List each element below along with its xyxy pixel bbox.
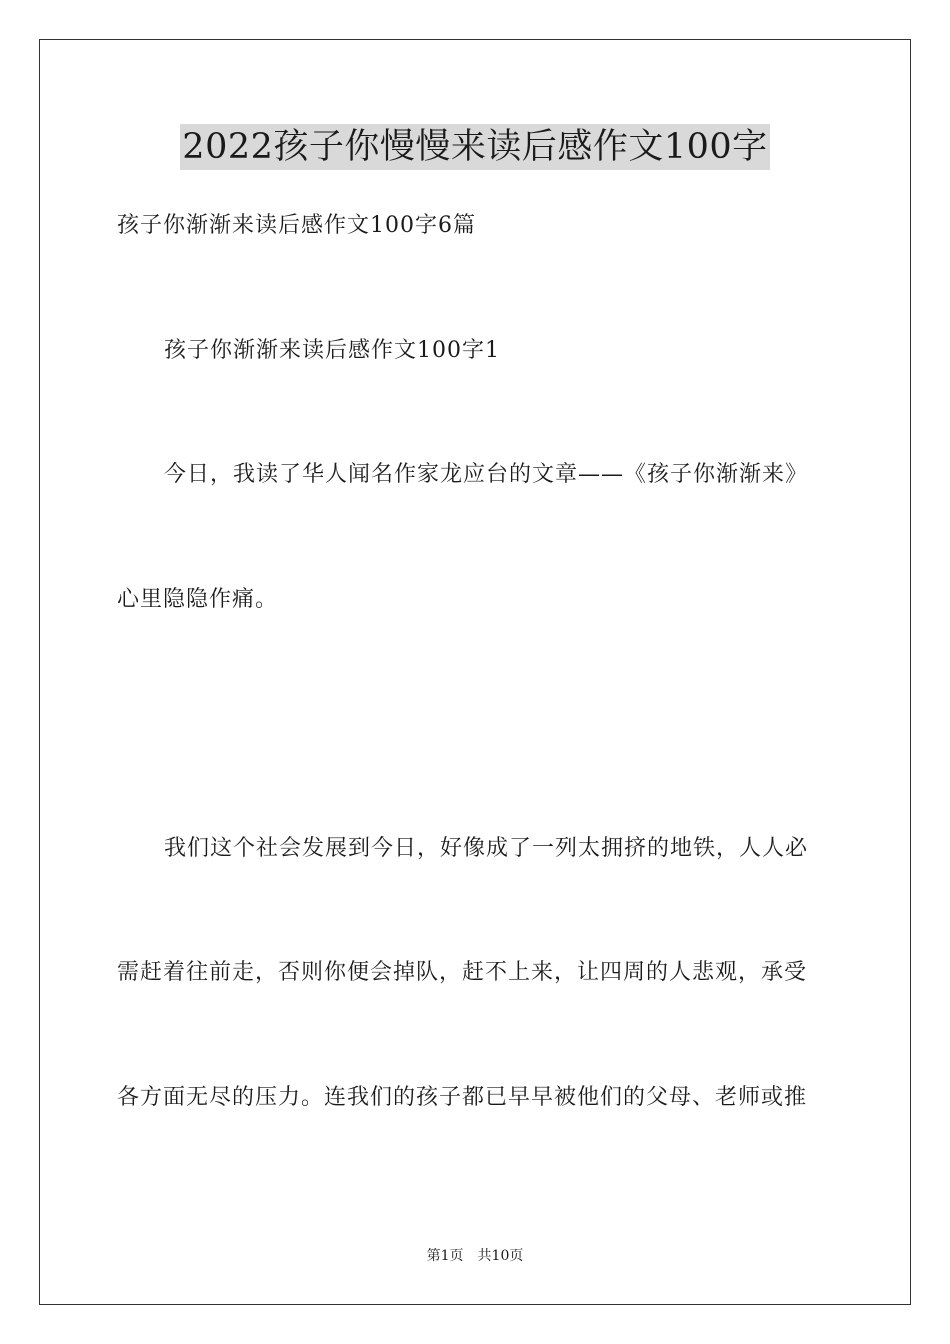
paragraph-line: 各方面无尽的压力。连我们的孩子都已早早被他们的父母、老师或推 (117, 1085, 808, 1110)
page-total: 共10页 (477, 1248, 524, 1264)
document-title: 2022孩子你慢慢来读后感作文100字 (180, 124, 769, 170)
page-number: 第1页 (426, 1248, 464, 1264)
title-container (0, 124, 950, 170)
paragraph-line: 心里隐隐作痛。 (117, 587, 279, 612)
paragraph-line: 我们这个社会发展到今日，好像成了一列太拥挤的地铁，人人必 (164, 836, 809, 861)
section-heading: 孩子你渐渐来读后感作文100字1 (164, 338, 500, 363)
page-footer (0, 1246, 950, 1266)
paragraph-line: 需赶着往前走，否则你便会掉队，赶不上来，让四周的人悲观，承受 (117, 960, 808, 985)
paragraph-line: 今日，我读了华人闻名作家龙应台的文章——《孩子你渐渐来》 (164, 462, 809, 487)
subtitle-line: 孩子你渐渐来读后感作文100字6篇 (117, 213, 476, 238)
